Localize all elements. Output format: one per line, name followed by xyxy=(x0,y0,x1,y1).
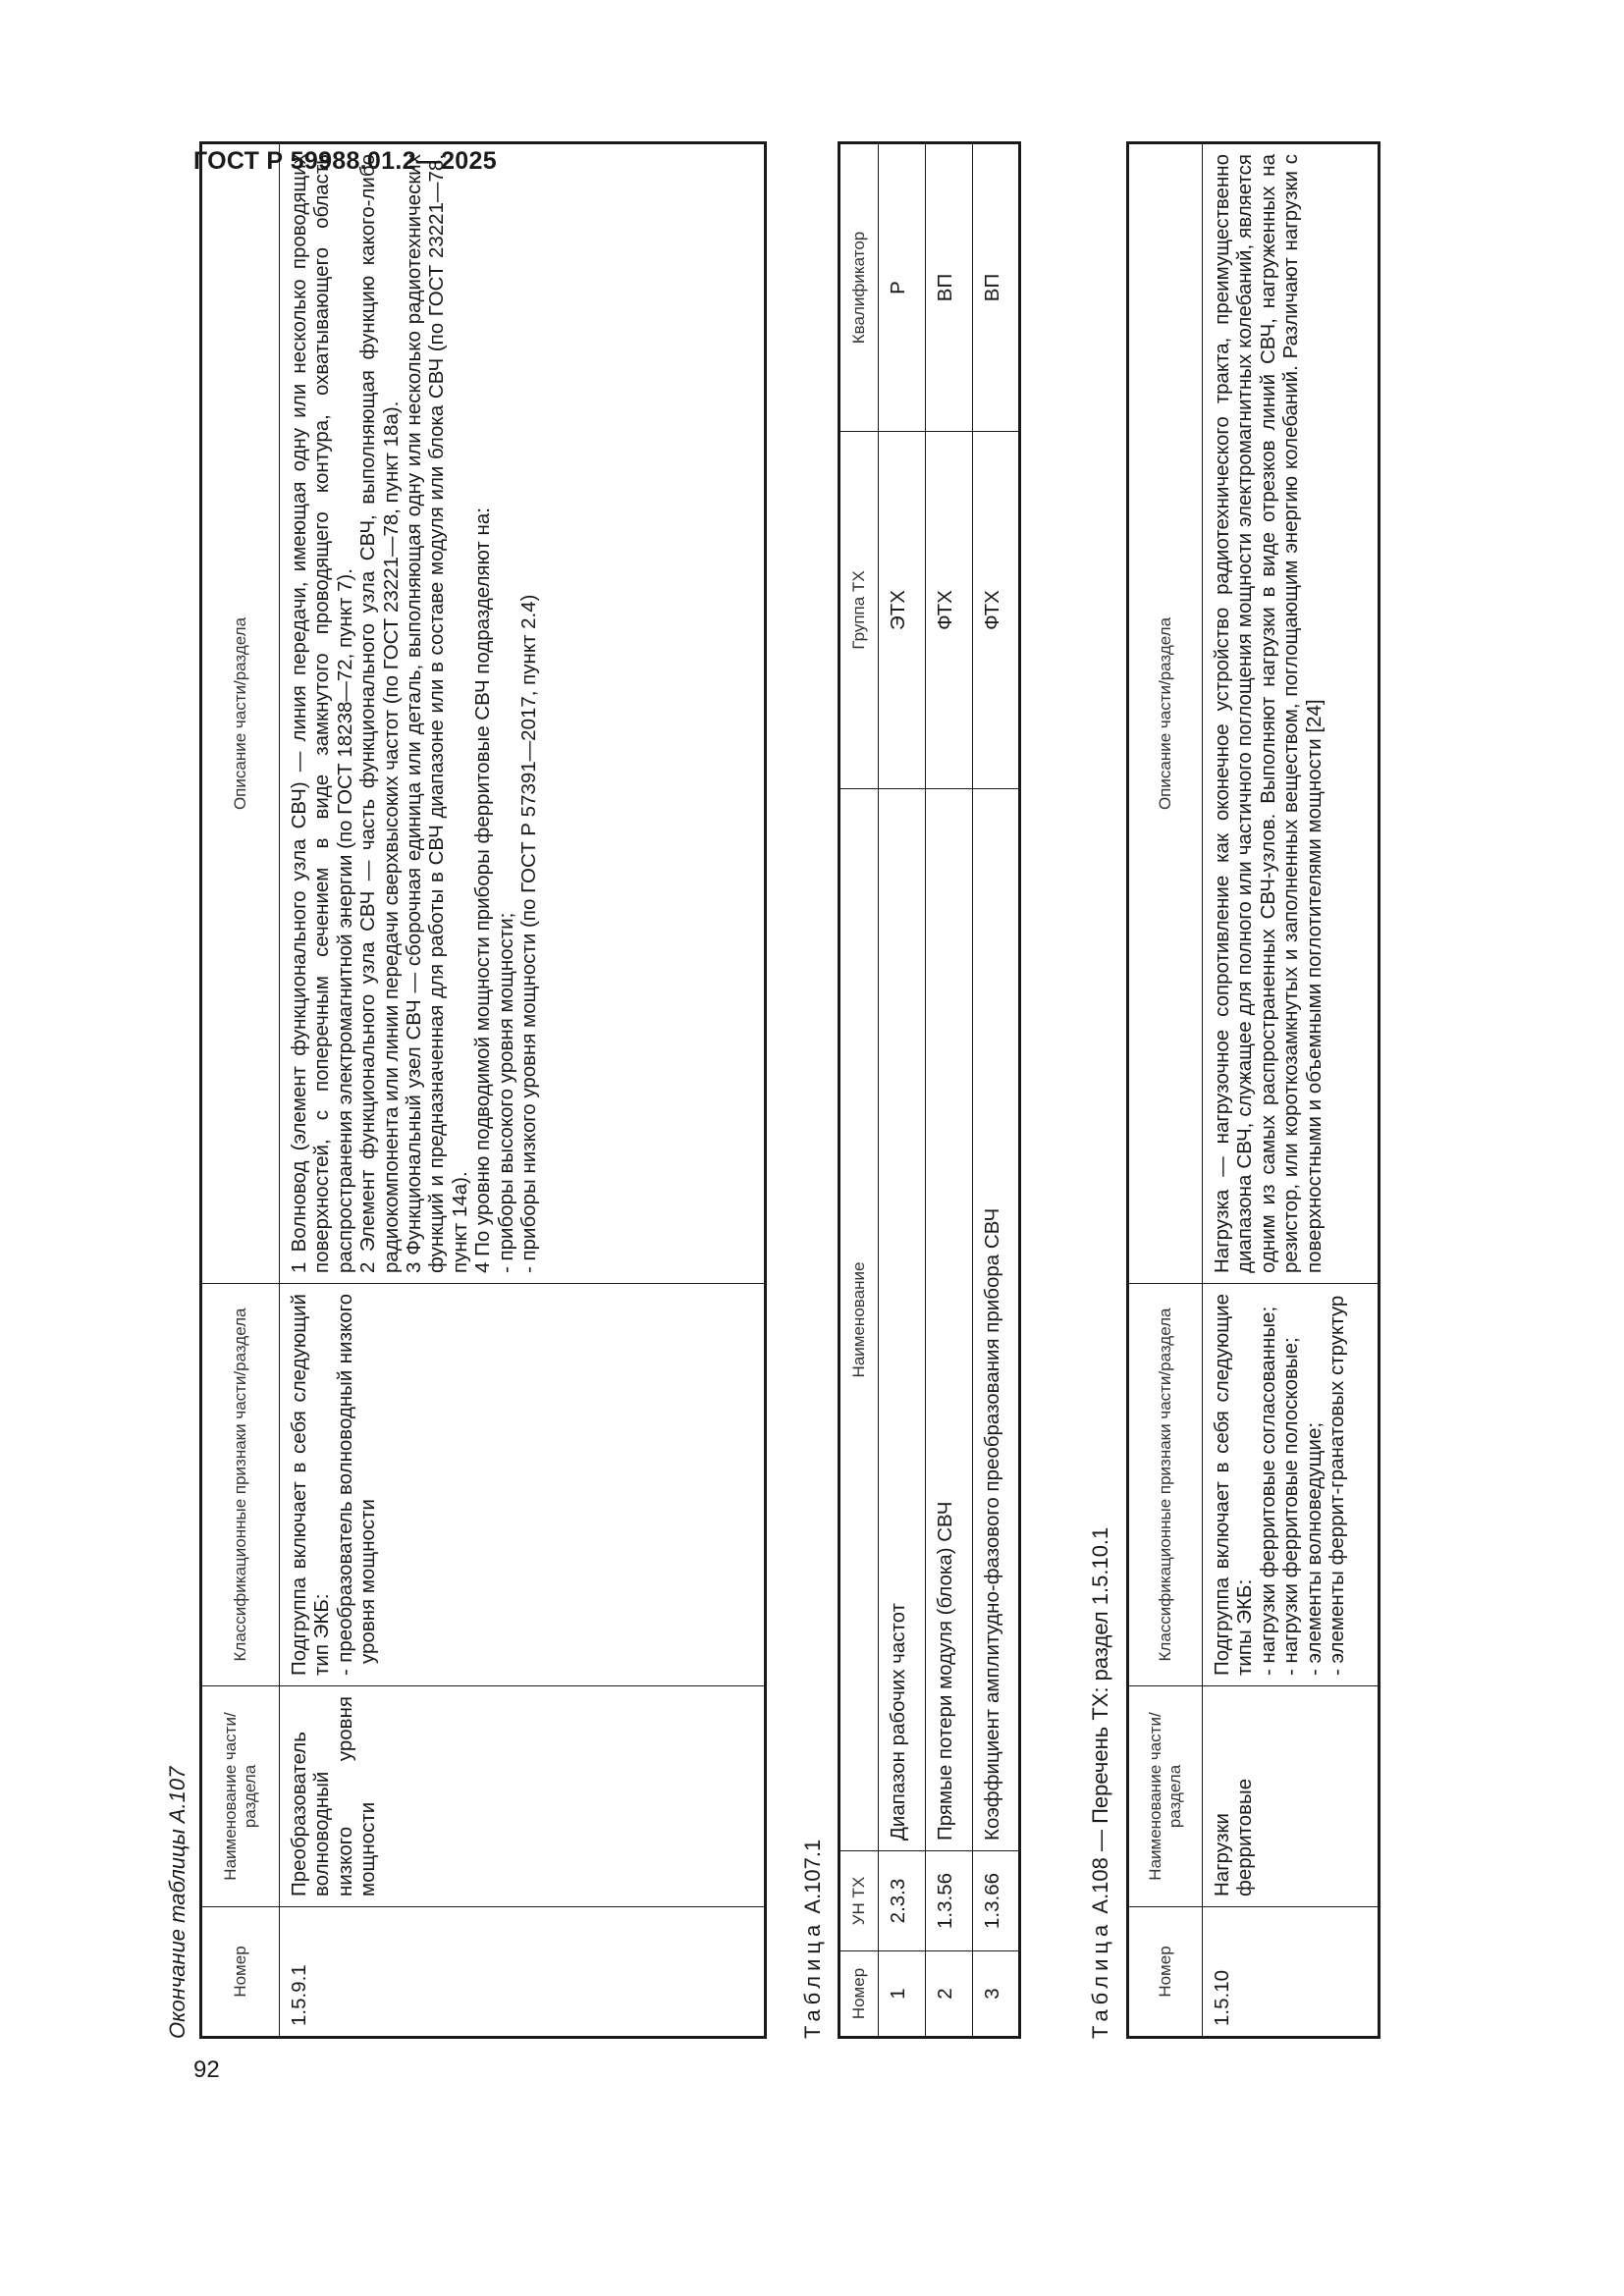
table-a107-continuation-caption: Окончание таблицы А.107 xyxy=(165,1766,189,2039)
row-description: Нагрузка — нагрузочное сопротивление как оконечное устройство радиотехнического тракта, преимущественно диапазона СВЧ, служащее для полного или частичного поглощения мощности электромагнитных колебаний, является одним из самых распространенных СВЧ-узлов. Выполняют нагрузки в виде отрезков линий СВЧ, нагруженных на резистор, или короткозамкнутых и заполненных веществом, поглощающим энергию колебаний. Различают нагрузки с поверхностными и объемными поглотителями мощности [24] xyxy=(1203,143,1380,1284)
cell-name: Коэффициент амплитудно-фазового преобразования прибора СВЧ xyxy=(973,789,1020,1851)
description-line: 1 Волновод (элемент функционального узла СВЧ) — линия передачи, имеющая одну или несколько проводящих поверхностей, с поперечным сечением в виде замкнутого проводящего контура, охватывающего область распространения электромагнитной энергии (по ГОСТ 18238—72, пункт 7). xyxy=(288,154,356,1273)
cell-group: ФТХ xyxy=(973,432,1020,789)
col-header-qualifier: Квалификатор xyxy=(839,143,879,432)
row-features xyxy=(280,1284,766,1686)
cell-qualifier: ВП xyxy=(973,143,1020,432)
table-row xyxy=(926,143,973,2038)
col-header-features: Классификационные признаки части/раздела xyxy=(201,1284,280,1686)
description-line: 4 По уровню подводимой мощности приборы ферритовые СВЧ подразделяют на: xyxy=(471,507,495,1273)
features-item: - преобразователь волноводный низкого уровня мощности xyxy=(333,1294,380,1676)
cell-code: 1.3.56 xyxy=(926,1851,973,1951)
caption-word: Таблица xyxy=(800,1919,825,2039)
col-header-number: Номер xyxy=(839,1951,879,2038)
row-number: 1.5.9.1 xyxy=(280,1907,766,2038)
table-a107-1-caption xyxy=(799,1840,827,2039)
caption-word: Таблица xyxy=(1088,1919,1112,2039)
col-header-name: Наименование xyxy=(839,789,879,1851)
features-intro: Подгруппа включает в себя следующие типы ЭКБ: xyxy=(1211,1294,1257,1676)
table-a107-1 xyxy=(838,141,1021,2039)
cell-number: 1 xyxy=(879,1951,926,2038)
cell-name: Диапазон рабочих частот xyxy=(879,789,926,1851)
features-intro: Подгруппа включает в себя следующий тип ЭКБ: xyxy=(288,1294,334,1676)
col-header-number: Номер xyxy=(1128,1907,1203,2038)
table-header-row xyxy=(1128,143,1203,2038)
table-row xyxy=(280,143,766,2038)
cell-number: 2 xyxy=(926,1951,973,2038)
features-item: - нагрузки ферритовые согласованные; xyxy=(1256,1306,1279,1676)
table-header-row xyxy=(839,143,879,2038)
table-header-row xyxy=(201,143,280,2038)
row-number: 1.5.10 xyxy=(1203,1907,1380,2038)
row-features xyxy=(1203,1284,1380,1686)
col-header-description: Описание части/раздела xyxy=(1128,143,1203,1284)
cell-qualifier: ВП xyxy=(926,143,973,432)
description-line: - приборы низкого уровня мощности (по ГОСТ Р 57391—2017, пункт 2.4) xyxy=(517,594,541,1273)
cell-group: ФТХ xyxy=(926,432,973,789)
description-line: 3 Функциональный узел СВЧ — сборочная единица или деталь, выполняющая одну или несколько радиотехнических функций и предназначенная для работы в СВЧ диапазоне или в составе модуля или блока СВЧ (по ГОСТ 23221—78, пункт 14а). xyxy=(403,154,471,1273)
caption-id: А.107.1 xyxy=(800,1839,825,1914)
features-item: - нагрузки ферритовые полосковые; xyxy=(1279,1337,1303,1676)
table-row xyxy=(973,143,1020,2038)
page-number: 92 xyxy=(193,2056,220,2083)
col-header-code: УН ТХ xyxy=(839,1851,879,1951)
col-header-features: Классификационные признаки части/раздела xyxy=(1128,1284,1203,1686)
document-header: ГОСТ Р 59988.01.2—2025 xyxy=(193,147,497,175)
col-header-number: Номер xyxy=(201,1907,280,2038)
row-description xyxy=(280,143,766,1284)
description-line: - приборы высокого уровня мощности; xyxy=(494,912,517,1273)
col-header-group: Группа ТХ xyxy=(839,432,879,789)
features-item: - элементы феррит-гранатовых структур xyxy=(1326,1295,1349,1676)
row-name: Нагрузки ферритовые xyxy=(1203,1686,1380,1907)
features-item: - элементы волноведущие; xyxy=(1302,1421,1326,1676)
col-header-name: Наименование части/раздела xyxy=(1128,1686,1203,1907)
rotated-page-content xyxy=(154,76,1411,2039)
cell-number: 3 xyxy=(973,1951,1020,2038)
table-row xyxy=(1203,143,1380,2038)
table-a108 xyxy=(1126,141,1380,2039)
col-header-description: Описание части/раздела xyxy=(201,143,280,1284)
cell-code: 2.3.3 xyxy=(879,1851,926,1951)
row-name: Преобразователь волноводный низкого уровня мощности xyxy=(280,1686,766,1907)
table-a108-caption xyxy=(1087,1527,1114,2039)
cell-qualifier: Р xyxy=(879,143,926,432)
table-row xyxy=(879,143,926,2038)
cell-group: ЭТХ xyxy=(879,432,926,789)
description-line: 2 Элемент функционального узла СВЧ — часть функционального узла СВЧ, выполняющая функцию какого-либо радиокомпонента или линии передачи сверхвысоких частот (по ГОСТ 23221—78, пункт 18а). xyxy=(356,154,403,1273)
caption-rest: А.108 — Перечень ТХ: раздел 1.5.10.1 xyxy=(1088,1526,1112,1914)
cell-name: Прямые потери модуля (блока) СВЧ xyxy=(926,789,973,1851)
col-header-name: Наименование части/раздела xyxy=(201,1686,280,1907)
table-a107-end xyxy=(199,141,767,2039)
cell-code: 1.3.66 xyxy=(973,1851,1020,1951)
